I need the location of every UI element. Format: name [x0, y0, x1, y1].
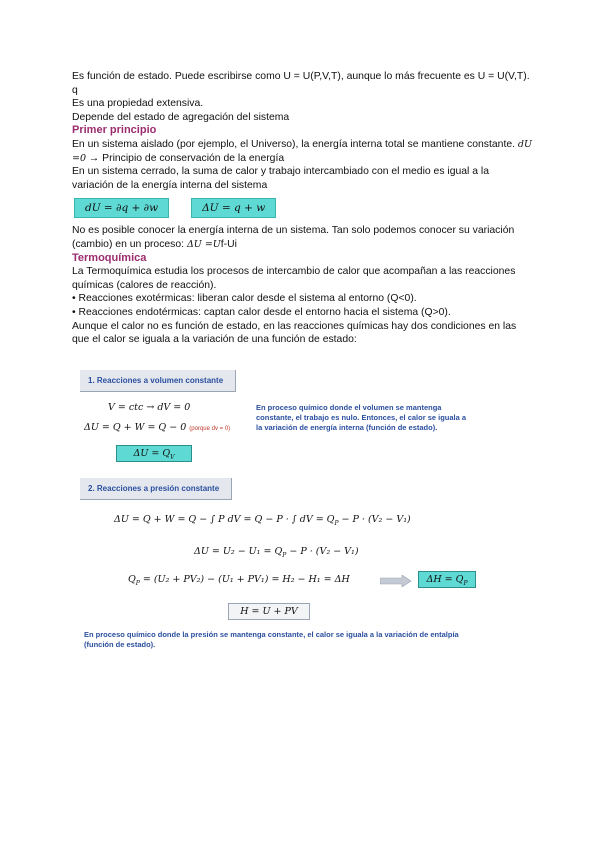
primer-p3-text: No es posible conocer la energía interna de un sistema. Tan solo podemos conocer su variación (cambio) en un proceso:: [72, 225, 515, 250]
pressure-eq-1-text: ΔU = Q + W = Q − ∫ P dV = Q − P · ∫ dV = Q: [114, 514, 335, 525]
intro-paragraph-3: Depende del estado de agregación del sistema: [72, 111, 290, 123]
termo-bullet-endotermicas: • Reacciones endotérmicas: captan calor desde el entorno hacia el sistema (Q>0).: [72, 306, 451, 318]
volume-eq-2-text: ΔU = Q + W = Q − 0: [84, 422, 187, 433]
heading-termoquimica: Termoquímica: [72, 251, 147, 264]
primer-p1-math: dU =0: [72, 138, 532, 164]
primer-paragraph-2: En un sistema cerrado, la suma de calor y trabajo intercambiado con el medio es igual a la variación de la energía interna del sistema: [72, 166, 490, 191]
first-law-formulas: [74, 198, 532, 218]
arrow-right-icon: [380, 575, 412, 587]
termo-paragraph-1: La Termoquímica estudia los procesos de intercambio de calor que acompañan a las reacciones químicas (calores de reacción).: [72, 266, 516, 291]
pressure-eq-3-text: Q: [128, 574, 136, 585]
formula-differential: dU = ∂q + ∂w: [74, 198, 169, 218]
intro-paragraph-1: Es función de estado. Puede escribirse como U = U(P,V,T), aunque lo más frecuente es U = U(V,T). q: [72, 71, 530, 96]
pressure-eq-3-tail: = (U₂ + PV₂) − (U₁ + PV₁) = H₂ − H₁ = ΔH: [139, 574, 350, 585]
termo-paragraph-2: Aunque el calor no es función de estado, en las reacciones químicas hay dos condiciones en las que el calor se iguala a la variación de una función de estado:: [72, 320, 517, 346]
pressure-eq-1-sub: P: [334, 519, 339, 527]
document-body: [72, 70, 532, 347]
pressure-result-sub: P: [463, 579, 468, 587]
pressure-eq-3: [128, 574, 350, 587]
primer-p3-tail: f-Ui: [220, 238, 237, 250]
volume-eq-2-note: (porque dv = 0): [189, 426, 231, 432]
pressure-eq-2-tail: − P · (V₂ − V₁): [286, 546, 359, 557]
primer-paragraph-3: [72, 224, 532, 251]
primer-paragraph-1: [72, 138, 532, 165]
pressure-constant-title: 2. Reacciones a presión constante: [80, 478, 232, 500]
volume-eq-1: V = ctc → dV = 0: [108, 402, 191, 413]
primer-p1-text: En un sistema aislado (por ejemplo, el Universo), la energía interna total se mantiene constante.: [72, 138, 518, 150]
pressure-eq-2-text: ΔU = U₂ − U₁ = Q: [194, 546, 283, 557]
volume-constant-title: 1. Reacciones a volumen constante: [80, 370, 236, 392]
volume-constant-figure: [80, 368, 480, 468]
formula-delta-u: ΔU = q + w: [191, 198, 276, 218]
pressure-eq-2: [194, 546, 359, 559]
heading-primer-principio: Primer principio: [72, 124, 157, 137]
pressure-eq-3-sub: P: [135, 579, 140, 587]
volume-result-text: ΔU = Q: [133, 448, 171, 459]
pressure-result-box: [418, 571, 476, 588]
pressure-eq-2-sub: P: [282, 551, 287, 559]
volume-note: En proceso químico donde el volumen se mantenga constante, el trabajo es nulo. Entonces, el calor se iguala a la variación de energía interna (función de estado).: [256, 403, 467, 432]
primer-p1-tail: → Principio de conservación de la energía: [86, 152, 285, 164]
enthalpy-definition-box: H = U + PV: [228, 603, 310, 620]
volume-eq-2: [84, 422, 230, 433]
primer-p3-math: ΔU =U: [186, 238, 221, 250]
pressure-constant-figure: [80, 476, 480, 656]
intro-paragraph-2: Es una propiedad extensiva.: [72, 98, 204, 110]
pressure-note: En proceso químico donde la presión se mantenga constante, el calor se iguala a la variación de entalpía (función de estado).: [84, 630, 459, 649]
pressure-eq-1-tail: − P · (V₂ − V₁): [338, 514, 411, 525]
volume-result-sub: V: [170, 453, 175, 461]
pressure-eq-1: [114, 514, 411, 527]
termo-bullet-exotermicas: • Reacciones exotérmicas: liberan calor desde el sistema al entorno (Q<0).: [72, 293, 417, 305]
pressure-result-text: ΔH = Q: [426, 574, 464, 585]
volume-result-box: [116, 445, 192, 462]
